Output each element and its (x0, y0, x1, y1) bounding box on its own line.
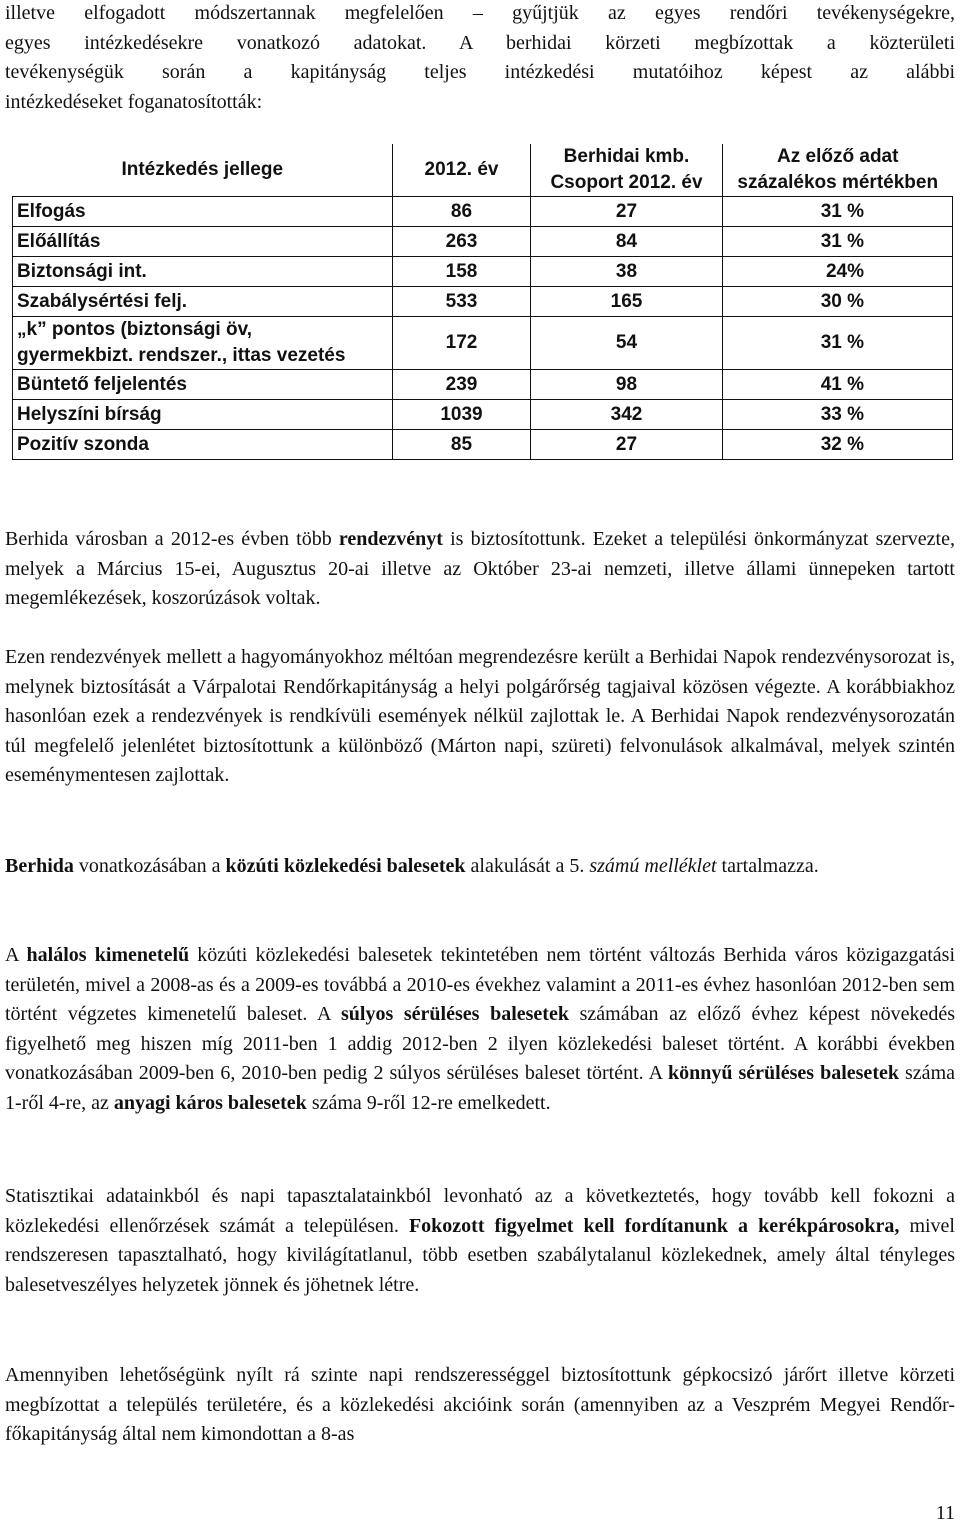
para4-bold-material: anyagi káros balesetek (113, 1091, 307, 1114)
row-label-line1: „k” pontos (biztonsági öv, (17, 319, 253, 340)
para3-italic-annex: számú melléklet (589, 855, 717, 877)
para4-text-c: közúti közlekedési balesetek tekintetében nem történt változás Berhida város közigazgatási területén, mivel a 2008-as és a 2009-es továbbá a 2010-es évekhez valamint a 2011-es évhez hasonlóan 2012-ben sem történt végzetes kimenetelű baleset. A (5, 944, 956, 1025)
page-number: 11 (935, 1502, 955, 1524)
row-percent: 31 % (723, 227, 953, 257)
row-group-value: 342 (531, 400, 723, 430)
para5-bold-cyclists: Fokozott figyelmet kell fordítanunk a kerékpárosokra, (408, 1214, 900, 1237)
row-group-value: 27 (531, 430, 723, 460)
row-2012-value: 1039 (393, 400, 531, 430)
table-row (13, 287, 953, 317)
row-label: Helyszíni bírság (13, 400, 393, 430)
para3-text-f: tartalmazza. (716, 855, 819, 877)
paragraph-events (5, 525, 955, 614)
row-group-value: 165 (531, 287, 723, 317)
measures-table (12, 144, 953, 460)
para4-bold-light: könnyű sérüléses balesetek (667, 1062, 899, 1084)
para1-text-a: Berhida városban a 2012-es évben több (5, 528, 339, 550)
row-percent: 31 % (723, 317, 953, 370)
paragraph-traffic-accidents (5, 852, 955, 882)
row-group-value: 54 (531, 317, 723, 370)
header-percent (723, 144, 953, 197)
para2-text: Ezen rendezvények mellett a hagyományokhoz méltóan megrendezésre került a Berhidai Napok rendezvénysorozat is, melynek biztosítását a Várpalotai Rendőrkapitányság a helyi polgárőrség tagjaival közösen végezte. A korábbiakhoz hasonlóan ezek a rendezvények is rendkívüli események nélkül zajlottak le. A Berhidai Napok rendezvénysorozatán túl megfelelő jelenlétet biztosítottunk a különböző (Márton napi, szüreti) felvonulások alkalmával, melyek szintén eseménymentesen zajlottak. (5, 646, 955, 786)
header-group-line1: Berhidai kmb. (563, 146, 690, 167)
para3-text-b: vonatkozásában a (73, 855, 226, 877)
row-2012-value: 85 (393, 430, 531, 460)
table-row (13, 197, 953, 227)
row-percent: 33 % (723, 400, 953, 430)
intro-line-1: illetve elfogadott módszertannak megfelelően – gyűjtjük az egyes rendőri tevékenységekre, (5, 2, 955, 24)
para4-bold-serious: súlyos sérüléses balesetek (340, 1003, 569, 1025)
row-label: Előállítás (13, 227, 393, 257)
header-percent-line1: Az előző adat (777, 146, 899, 167)
table-row (13, 370, 953, 400)
para5-text-a: Statisztikai adatainkból és napi tapasztalatainkból levonható az a következtetés, hogy tovább kell fokozni a közlekedési ellenőrzések számát a településen. (5, 1185, 955, 1237)
header-group-2012 (531, 144, 723, 197)
para3-bold-berhida: Berhida (5, 855, 74, 877)
para4-bold-fatal: halálos kimenetelű (26, 944, 190, 966)
para4-text-e: számában az előző évhez képest növekedés figyelhető meg hiszen míg 2011-ben 1 addig 2012-ben 2 ilyen közlekedési baleset történt. A korábbi években vonatkozásában 2009-ben 6, 2010-ben pedig 2 súlyos sérüléses baleset történt. A (5, 1003, 955, 1084)
intro-line-2: egyes intézkedésekre vonatkozó adatokat. A berhidai körzeti megbízottak a közterületi (5, 31, 955, 54)
table-row (13, 257, 953, 287)
row-label (13, 317, 393, 370)
row-percent: 24% (723, 257, 953, 287)
para1-bold-events: rendezvényt (338, 528, 443, 550)
para1-text-c: is biztosítottunk. Ezeket a települési önkormányzat szervezte, melyek a Március 15-ei, Augusztus 20-ai illetve az Október 23-ai nemzeti, illetve állami ünnepeken tartott megemlékezések, koszorúzások voltak. (5, 528, 955, 609)
table-row (13, 227, 953, 257)
row-label: Büntető feljelentés (13, 370, 393, 400)
para3-text-d: alakulását a 5. (465, 855, 590, 877)
row-2012-value: 158 (393, 257, 531, 287)
paragraph-patrol (5, 1361, 955, 1450)
table-row (13, 400, 953, 430)
para4-text-i: száma 9-ről 12-re emelkedett. (306, 1091, 551, 1114)
row-label: Biztonsági int. (13, 257, 393, 287)
table-header-row (13, 144, 953, 197)
intro-line-4: intézkedéseket foganatosították: (5, 90, 263, 113)
header-percent-line2: százalékos mértékben (737, 172, 939, 193)
para4-text-g: száma 1-ről 4-re, az (5, 1062, 955, 1114)
header-group-line2: Csoport 2012. év (550, 172, 703, 193)
intro-line-3: tevékenységük során a kapitányság teljes intézkedési mutatóihoz képest az alábbi (5, 61, 955, 83)
row-percent: 32 % (723, 430, 953, 460)
header-measure-type: Intézkedés jellege (13, 144, 393, 197)
table-row (13, 430, 953, 460)
row-2012-value: 86 (393, 197, 531, 227)
row-percent: 31 % (723, 197, 953, 227)
row-label-line2: gyermekbizt. rendszer., ittas vezetés (17, 345, 346, 366)
row-2012-value: 172 (393, 317, 531, 370)
row-label: Pozitív szonda (13, 430, 393, 460)
para4-text-a: A (5, 944, 27, 966)
paragraph-berhida-days (5, 643, 955, 791)
row-2012-value: 263 (393, 227, 531, 257)
row-group-value: 38 (531, 257, 723, 287)
row-group-value: 27 (531, 197, 723, 227)
table-row (13, 317, 953, 370)
row-label: Szabálysértési felj. (13, 287, 393, 317)
paragraph-statistics (5, 1182, 955, 1300)
intro-paragraph (5, 0, 955, 117)
header-year-2012: 2012. év (393, 144, 531, 197)
row-percent: 41 % (723, 370, 953, 400)
paragraph-fatal-accidents (5, 941, 955, 1118)
row-2012-value: 239 (393, 370, 531, 400)
row-2012-value: 533 (393, 287, 531, 317)
row-label: Elfogás (13, 197, 393, 227)
row-group-value: 98 (531, 370, 723, 400)
para5-text-c: mivel rendszeresen tapasztalható, hogy kivilágítatlanul, több esetben szabálytalanul közlekednek, amely által tényleges balesetveszélyes helyzetek jönnek és jöhetnek létre. (5, 1214, 955, 1296)
para3-bold-accidents: közúti közlekedési balesetek (225, 855, 466, 877)
row-group-value: 84 (531, 227, 723, 257)
para6-text: Amennyiben lehetőségünk nyílt rá szinte napi rendszerességgel biztosítottunk gépkocsizó járőrt illetve körzeti megbízottat a település területére, és a közlekedési akcióink során (amennyiben az a Veszprém Megyei Rendőr-főkapitányság által nem kimondottan a 8-as (5, 1364, 955, 1445)
row-percent: 30 % (723, 287, 953, 317)
